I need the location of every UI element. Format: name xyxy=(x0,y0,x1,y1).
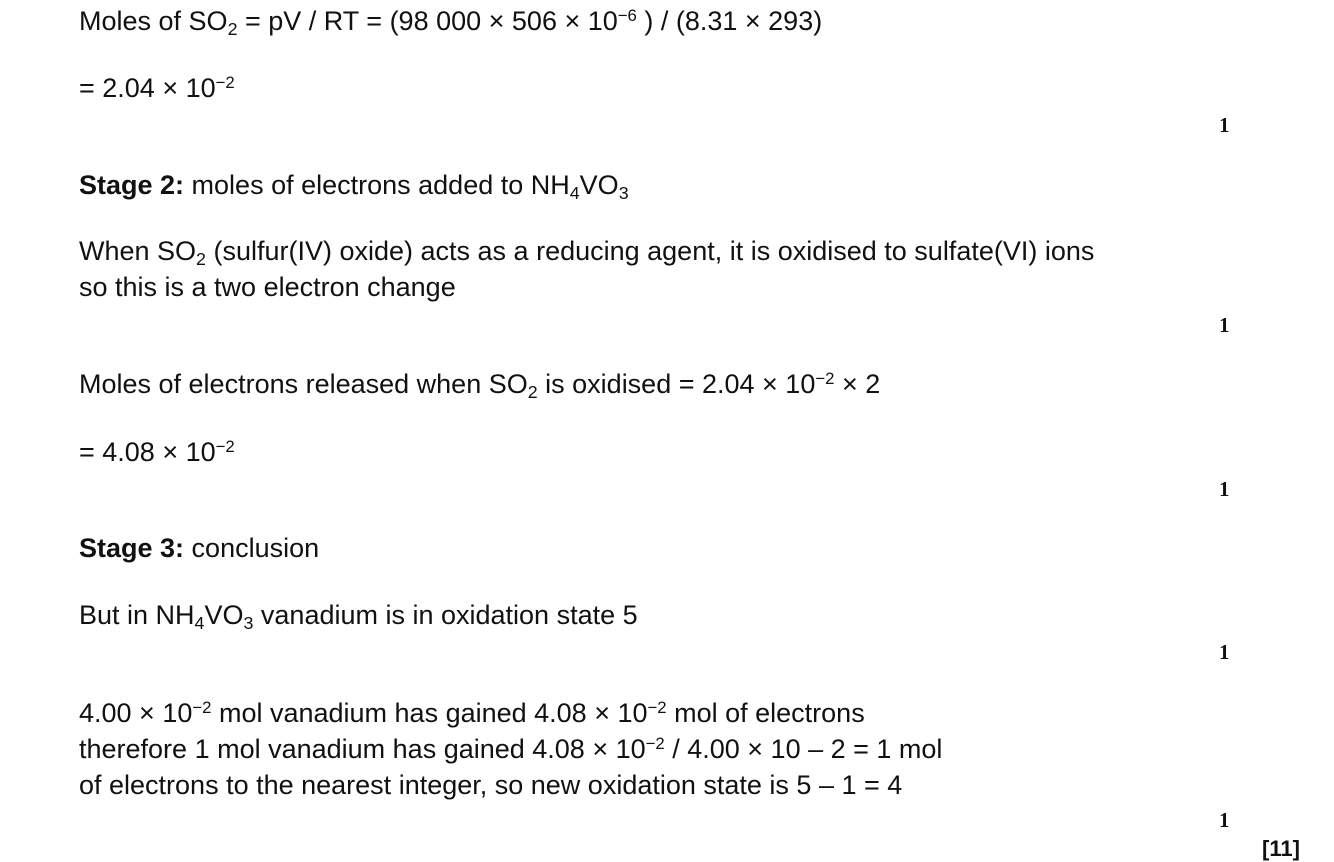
body-text: (sulfur(IV) oxide) acts as a reducing agent, it is oxidised to sulfate(VI) ions xyxy=(205,236,1095,266)
body-text: mol of electrons xyxy=(666,698,865,728)
body-text: is oxidised = 2.04 × 10 xyxy=(537,369,816,399)
exponent: −2 xyxy=(192,697,212,717)
mark-3: 1 xyxy=(1219,477,1230,501)
body-text: × 2 xyxy=(834,369,881,399)
result-text: = 4.08 × 10 xyxy=(79,437,216,467)
body-text: VO xyxy=(204,600,244,630)
total-marks: [11] xyxy=(1262,836,1300,861)
body-text: therefore 1 mol vanadium has gained 4.08 × 10 xyxy=(79,734,646,764)
stage-label: Stage 2: xyxy=(79,170,185,200)
subscript: 4 xyxy=(194,612,205,633)
moles-so2-equation xyxy=(79,3,822,39)
result-text: = 2.04 × 10 xyxy=(79,73,216,103)
stage-2-heading xyxy=(79,167,629,203)
mark-4: 1 xyxy=(1219,640,1230,664)
moles-so2-result xyxy=(79,70,235,106)
body-text: Moles of electrons released when SO xyxy=(79,369,528,399)
exponent: −2 xyxy=(215,72,235,92)
moles-text: ) / (8.31 × 293) xyxy=(636,6,823,36)
stage-3-heading xyxy=(79,530,319,566)
exponent: −2 xyxy=(647,697,667,717)
body-text: vanadium is in oxidation state 5 xyxy=(253,600,638,630)
oxidation-state-line xyxy=(79,597,638,633)
subscript: 2 xyxy=(196,248,206,269)
subscript: 3 xyxy=(618,182,629,203)
subscript: 2 xyxy=(527,381,538,402)
exponent: −2 xyxy=(215,436,235,456)
moles-text: = pV / RT = (98 000 × 506 × 10 xyxy=(237,6,618,36)
heading-text: VO xyxy=(579,170,619,200)
heading-text: conclusion xyxy=(184,533,320,563)
electrons-released-result xyxy=(79,434,235,470)
stage-label: Stage 3: xyxy=(79,533,185,563)
new-oxidation-state-line: of electrons to the nearest integer, so new oxidation state is 5 – 1 = 4 xyxy=(79,770,903,800)
mark-5: 1 xyxy=(1219,808,1230,832)
mark-1: 1 xyxy=(1219,113,1230,137)
subscript: 4 xyxy=(569,182,580,203)
subscript: 3 xyxy=(243,612,254,633)
exponent: −6 xyxy=(617,5,637,25)
moles-text: Moles of SO xyxy=(79,6,228,36)
electron-change-line: so this is a two electron change xyxy=(79,272,456,302)
exponent: −2 xyxy=(815,368,835,388)
reducing-agent-line xyxy=(79,233,1094,269)
electrons-released-line xyxy=(79,366,880,402)
heading-text: moles of electrons added to NH xyxy=(184,170,570,200)
exponent: −2 xyxy=(645,733,665,753)
mark-2: 1 xyxy=(1219,313,1230,337)
body-text: But in NH xyxy=(79,600,195,630)
body-text: When SO xyxy=(79,236,197,266)
per-mol-line xyxy=(79,731,942,767)
body-text: / 4.00 × 10 – 2 = 1 mol xyxy=(664,734,943,764)
subscript: 2 xyxy=(227,18,238,39)
body-text: mol vanadium has gained 4.08 × 10 xyxy=(211,698,648,728)
vanadium-gained-line xyxy=(79,695,865,731)
body-text: 4.00 × 10 xyxy=(79,698,193,728)
